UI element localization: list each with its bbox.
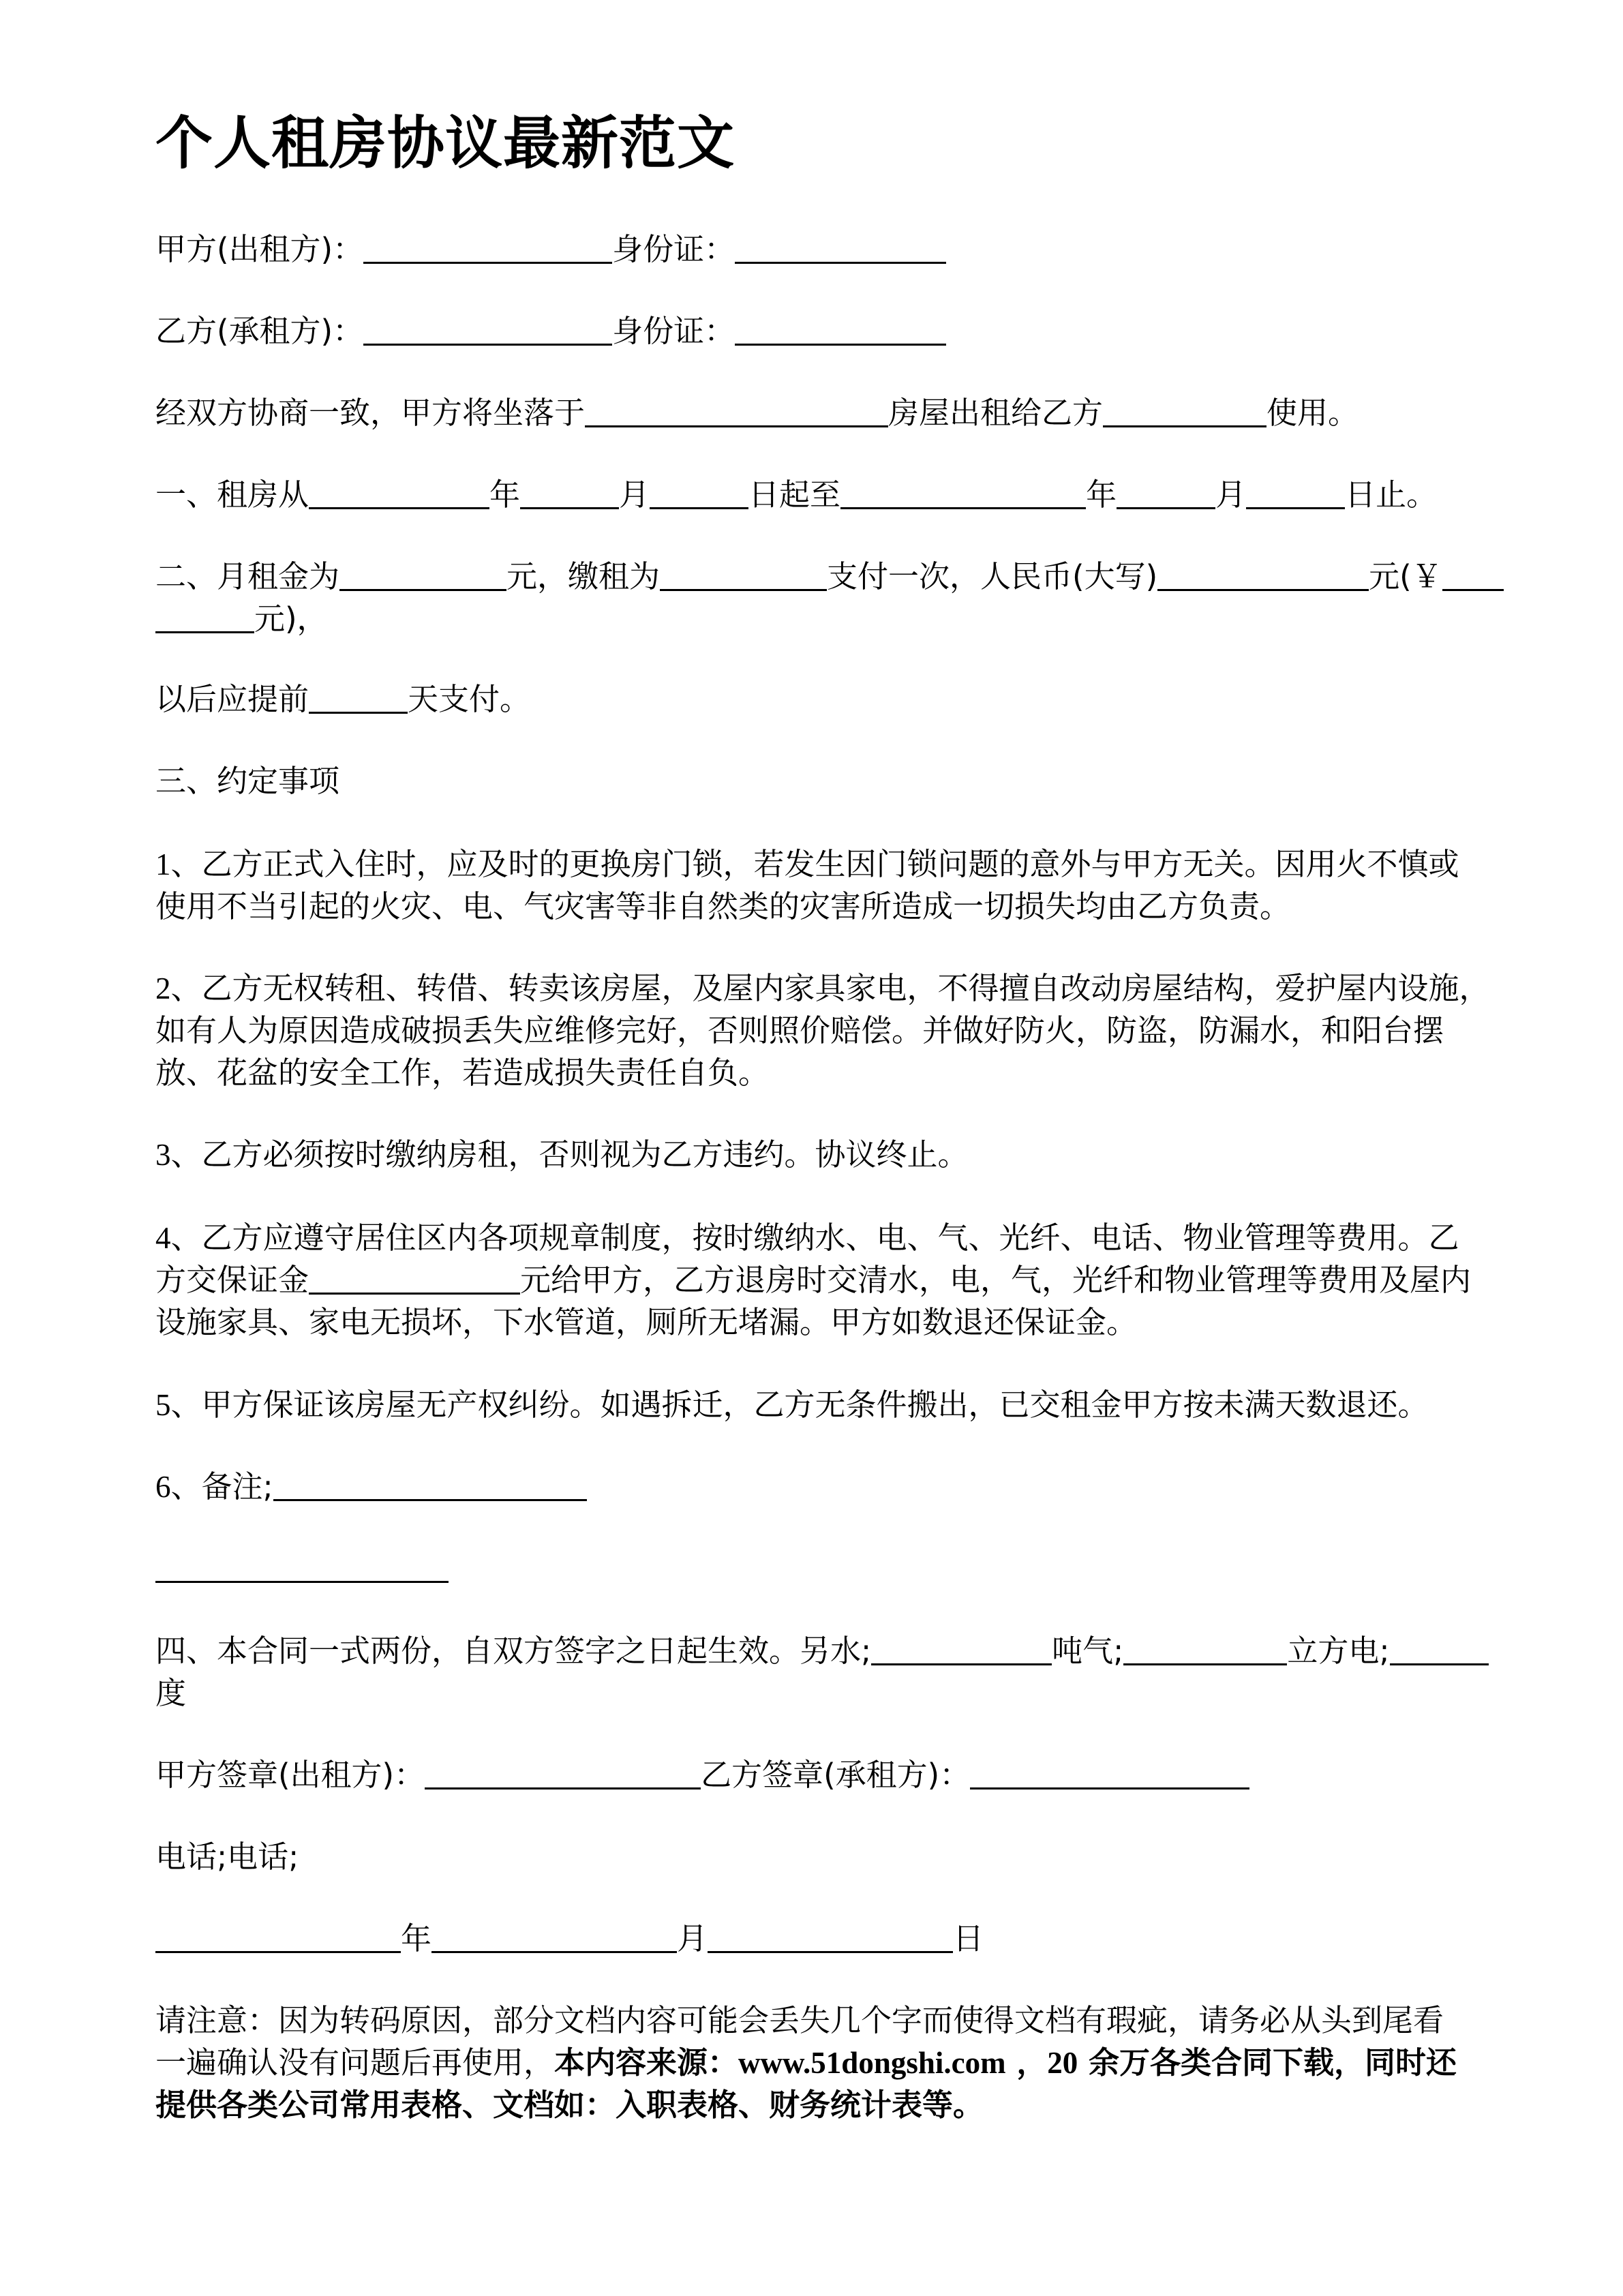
item-4-number: 4 [155, 1221, 171, 1255]
intro-text-2: 房屋出租给乙方 [888, 395, 1104, 431]
year-label: 年 [489, 477, 521, 513]
item-3-text-1: 、乙方必须按时缴纳房租，否则视为乙方违约。协议终止。 [170, 1136, 969, 1173]
clause-2-row [155, 556, 1582, 598]
party-b-signature-blank[interactable] [970, 1755, 1249, 1789]
notice-text-2d: 余万各类合同下载，同时还 [1078, 2044, 1457, 2081]
month-label-2: 月 [1215, 477, 1247, 513]
item-4-line-3: 设施家具、家电无损坏，下水管道，厕所无堵漏。甲方如数退还保证金。 [155, 1304, 1138, 1340]
start-month-blank[interactable] [520, 474, 619, 509]
notice-line-1: 请注意：因为转码原因，部分文档内容可能会丢失几个字而使得文档有瑕疵，请务必从头到尾看 [155, 2002, 1444, 2038]
monthly-rent-blank[interactable] [339, 556, 506, 591]
party-a-name-blank[interactable] [363, 229, 612, 264]
party-a-row [155, 228, 1582, 271]
item-2-number: 2 [155, 971, 171, 1006]
amount-numeric-blank-b[interactable] [155, 599, 254, 633]
remarks-blank-1[interactable] [273, 1466, 587, 1501]
clause-4-text-1: 四、本合同一式两份，自双方签字之日起生效。另水; [155, 1633, 872, 1669]
party-b-row [155, 310, 1582, 352]
clause-2-text-3: 支付一次，人民币(大写) [827, 558, 1158, 594]
item-5-line-1 [155, 1384, 1582, 1426]
item-4-text-2b: 元给甲方，乙方退房时交清水，电，气，光纤和物业管理等费用及屋内 [520, 1262, 1472, 1298]
clause-1-text: 一、租房从 [155, 477, 309, 513]
signature-row [155, 1754, 1582, 1796]
remarks-blank-2[interactable] [155, 1548, 449, 1583]
start-day-blank[interactable] [650, 474, 748, 509]
notice-line-3: 提供各类公司常用表格、文档如：入职表格、财务统计表等。 [155, 2087, 984, 2123]
date-day-label: 日 [953, 1920, 984, 1957]
advance-row [155, 678, 1582, 721]
notice-text-2c: ， [1005, 2044, 1048, 2081]
water-reading-blank[interactable] [871, 1631, 1052, 1665]
clause-2-text-1: 二、月租金为 [155, 558, 340, 594]
section-3-heading: 三、约定事项 [155, 763, 340, 799]
item-1-number: 1 [155, 847, 171, 881]
item-6-line-1 [155, 1466, 1582, 1508]
clause-4-row-cont: 度 [155, 1675, 187, 1711]
party-b-name-blank[interactable] [363, 311, 612, 346]
clause-2-row-cont [155, 598, 1582, 640]
item-6-number: 6 [155, 1470, 171, 1504]
item-3-number: 3 [155, 1138, 171, 1172]
sign-year-blank[interactable] [155, 1918, 401, 1953]
clause-4-row [155, 1630, 1582, 1672]
usage-blank[interactable] [1103, 393, 1266, 427]
sign-month-blank[interactable] [431, 1918, 677, 1953]
month-label: 月 [619, 477, 650, 513]
advance-days-blank[interactable] [309, 679, 408, 714]
item-2-line-3: 放、花盆的安全工作，若造成损失责任自负。 [155, 1055, 770, 1091]
party-a-label: 甲方(出租方)： [155, 231, 364, 267]
property-location-blank[interactable] [585, 393, 888, 427]
end-day-blank[interactable] [1246, 474, 1345, 509]
clause-2-text-2: 元，缴租为 [506, 558, 661, 594]
party-a-id-label: 身份证： [612, 231, 735, 267]
amount-uppercase-blank[interactable] [1157, 556, 1369, 591]
notice-source-url[interactable]: www.51dongshi.com [738, 2046, 1006, 2080]
amount-numeric-blank-a[interactable] [1442, 556, 1504, 591]
advance-text-2: 天支付。 [408, 681, 531, 717]
clause-4-text-3: 立方电; [1287, 1633, 1390, 1669]
item-5-text-1: 、甲方保证该房屋无产权纠纷。如遇拆迁，乙方无条件搬出，已交租金甲方按未满天数退还。 [170, 1387, 1429, 1423]
phones-row: 电话;电话; [155, 1839, 299, 1875]
notice-line-2 [155, 2042, 1582, 2084]
gas-reading-blank[interactable] [1123, 1631, 1287, 1665]
item-4-line-1 [155, 1217, 1582, 1259]
clause-1-row [155, 474, 1582, 516]
document-title: 个人租房协议最新范文 [155, 110, 735, 177]
party-a-signature-label: 甲方签章(出租方)： [155, 1757, 425, 1793]
item-3-line-1 [155, 1134, 1582, 1176]
intro-row [155, 392, 1582, 434]
party-b-id-label: 身份证： [612, 313, 735, 349]
end-month-blank[interactable] [1117, 474, 1215, 509]
notice-source-label: 本内容来源： [554, 2044, 739, 2081]
item-1-line-2: 使用不当引起的火灾、电、气灾害等非自然类的灾害所造成一切损失均由乙方负责。 [155, 888, 1291, 924]
intro-text-3: 使用。 [1266, 395, 1359, 431]
item-5-number: 5 [155, 1388, 171, 1422]
item-4-line-2 [155, 1259, 1582, 1301]
sign-day-blank[interactable] [708, 1918, 953, 1953]
date-year-label: 年 [401, 1920, 432, 1957]
clause-4-text-2: 吨气; [1052, 1633, 1124, 1669]
notice-count: 20 [1047, 2046, 1078, 2080]
intro-text-1: 经双方协商一致，甲方将坐落于 [155, 395, 586, 431]
advance-text-1: 以后应提前 [155, 681, 309, 717]
remarks-line-2 [155, 1547, 1582, 1590]
item-1-text-1: 、乙方正式入住时，应及时的更换房门锁，若发生因门锁问题的意外与甲方无关。因用火不慎或 [170, 846, 1459, 882]
day-from-label: 日起至 [748, 477, 841, 513]
notice-text-2a: 一遍确认没有问题后再使用， [155, 2044, 555, 2081]
year-label-2: 年 [1086, 477, 1117, 513]
end-year-blank[interactable] [840, 474, 1086, 509]
payment-period-blank[interactable] [660, 556, 827, 591]
party-b-signature-label: 乙方签章(承租方)： [701, 1757, 971, 1793]
item-2-text-1: 、乙方无权转租、转借、转卖该房屋，及屋内家具家电，不得擅自改动房屋结构，爱护屋内设施， [170, 970, 1490, 1006]
item-2-line-1 [155, 967, 1582, 1010]
item-1-line-1 [155, 843, 1582, 886]
start-year-blank[interactable] [309, 474, 489, 509]
item-4-text-1: 、乙方应遵守居住区内各项规章制度，按时缴纳水、电、气、光纤、电话、物业管理等费用。乙 [170, 1220, 1459, 1256]
party-a-signature-blank[interactable] [425, 1755, 701, 1789]
date-row [155, 1918, 1582, 1960]
deposit-blank[interactable] [309, 1260, 520, 1295]
clause-2-text-5: 元)， [254, 601, 328, 637]
party-b-id-blank[interactable] [735, 311, 946, 346]
item-4-text-2a: 方交保证金 [155, 1262, 309, 1298]
party-a-id-blank[interactable] [735, 229, 946, 264]
clause-2-text-4: 元(￥ [1369, 558, 1442, 594]
party-b-label: 乙方(承租方)： [155, 313, 364, 349]
item-2-line-2: 如有人为原因造成破损丢失应维修完好，否则照价赔偿。并做好防火，防盗，防漏水，和阳台摆 [155, 1012, 1444, 1048]
date-month-label: 月 [677, 1920, 708, 1957]
electricity-reading-blank[interactable] [1390, 1631, 1489, 1665]
day-to-label: 日止。 [1345, 477, 1438, 513]
item-6-text-1: 、备注; [170, 1468, 273, 1505]
